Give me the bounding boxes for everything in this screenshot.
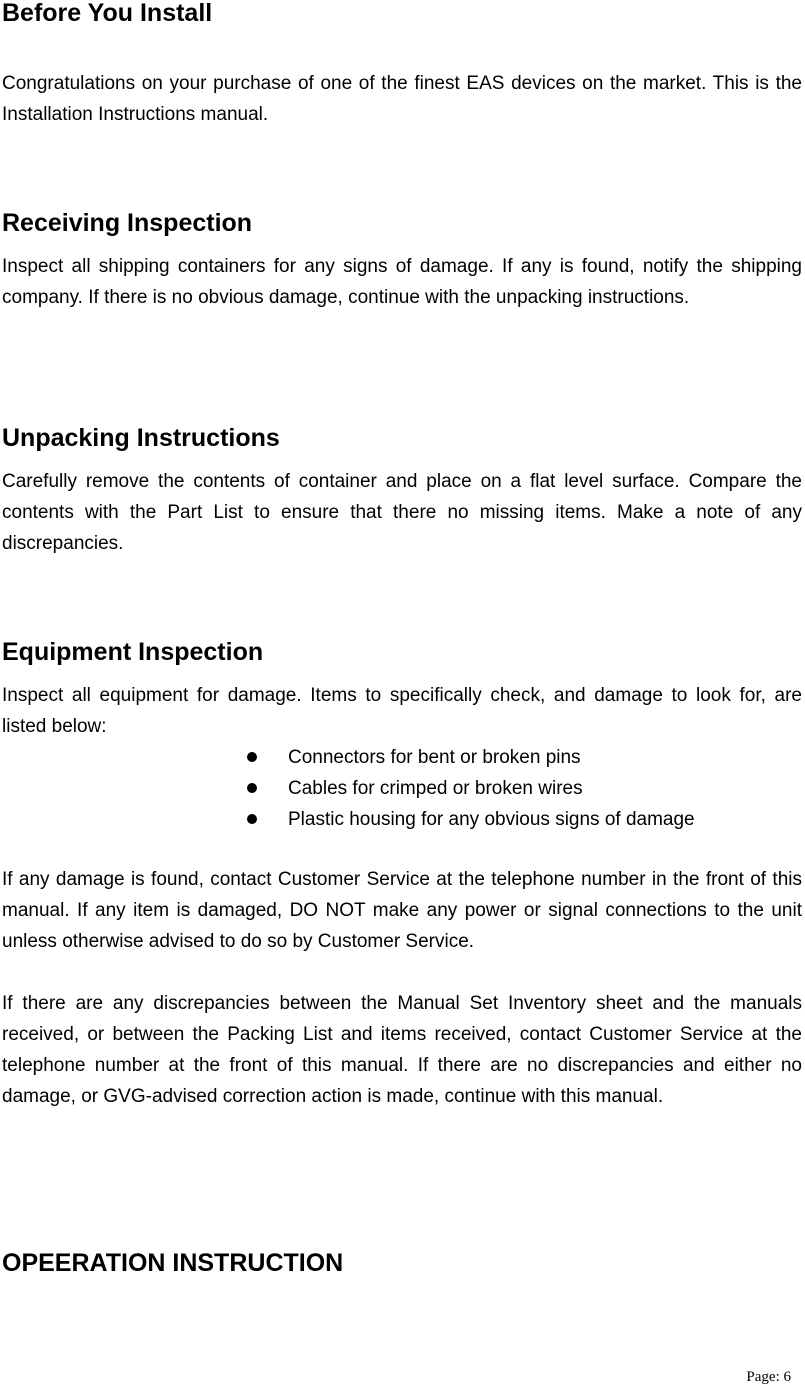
heading-before-you-install: Before You Install xyxy=(2,0,213,27)
paragraph-unpacking-instructions: Carefully remove the contents of container and place on a flat level surface. Compare the contents with the Part List to ensure that there no missing items. Make a note of any discrepancies. xyxy=(2,471,802,554)
paragraph-before-you-install: Congratulations on your purchase of one of the finest EAS devices on the market. This is the Installation Instructions manual. xyxy=(2,73,802,125)
paragraph-damage-found: If any damage is found, contact Customer Service at the telephone number in the front of this manual. If any item is damaged, DO NOT make any power or signal connections to the unit unless otherwise advised to do so by Customer Service. xyxy=(2,869,802,952)
bullet-icon xyxy=(247,752,257,762)
bullet-icon xyxy=(247,783,257,793)
heading-operation-instruction: OPEERATION INSTRUCTION xyxy=(2,1249,344,1277)
heading-equipment-inspection: Equipment Inspection xyxy=(2,638,264,666)
page-number: Page: 6 xyxy=(746,1369,791,1385)
paragraph-equipment-intro: Inspect all equipment for damage. Items to specifically check, and damage to look for, are listed below: xyxy=(2,685,802,737)
list-item-label: Connectors for bent or broken pins xyxy=(288,747,581,768)
bullet-icon xyxy=(247,814,257,824)
heading-receiving-inspection: Receiving Inspection xyxy=(2,209,253,237)
list-item-label: Plastic housing for any obvious signs of damage xyxy=(288,809,695,830)
paragraph-receiving-inspection: Inspect all shipping containers for any signs of damage. If any is found, notify the shipping company. If there is no obvious damage, continue with the unpacking instructions. xyxy=(2,256,802,308)
paragraph-discrepancies: If there are any discrepancies between the Manual Set Inventory sheet and the manuals received, or between the Packing List and items received, contact Customer Service at the telephone number at the front of this manual. If there are no discrepancies and either no damage, or GVG-advised correction action is made, continue with this manual. xyxy=(2,993,802,1107)
heading-unpacking-instructions: Unpacking Instructions xyxy=(2,424,280,452)
list-item-label: Cables for crimped or broken wires xyxy=(288,778,583,799)
